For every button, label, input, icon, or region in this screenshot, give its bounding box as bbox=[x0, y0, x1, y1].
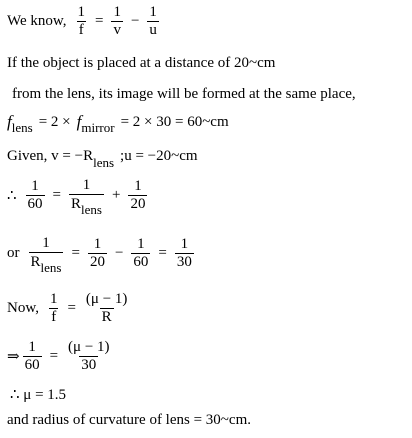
intro-text: We know, bbox=[7, 13, 67, 29]
fraction-1-over-v: $\frac{1}{v}$ bbox=[113, 4, 121, 38]
equation-given-values: Given, v = −R lens ;u = −20~cm bbox=[7, 148, 198, 170]
equation-implies: ⇒ $\frac{1}{60}$ = $\frac{(\mu - 1)}{30}$ bbox=[7, 339, 110, 373]
equation-focal-length: f lens = 2 × f mirror = 2 × 30 = 60~cm bbox=[7, 112, 229, 135]
equation-lens-formula: We know, $\frac{1}{f}$ = $\frac{1}{v}$ − $\frac{1}{u}$ bbox=[7, 4, 157, 38]
text-line-object-distance: If the object is placed at a distance of 20~cm bbox=[7, 55, 276, 71]
equation-substitution: ∴ $\frac{1}{60}$ = $\frac{1}{\text{Rlens}}$ + $\frac{1}{20}$ bbox=[7, 177, 146, 217]
result-mu: ∴ μ = 1.5 bbox=[10, 387, 67, 403]
equation-solve-radius: or $\frac{1}{\text{Rlens}}$ = $\frac{1}{20}$ − $\frac{1}{60}$ = $\frac{1}{30}$ bbox=[7, 235, 192, 275]
fraction-1-over-f: $\frac{1}{f}$ bbox=[77, 4, 85, 38]
text-line-image-formed: from the lens, its image will be formed at the same place, bbox=[12, 86, 356, 102]
fraction-1-over-u: $\frac{1}{u}$ bbox=[149, 4, 157, 38]
conclusion-radius: and radius of curvature of lens = 30~cm. bbox=[7, 412, 251, 428]
equation-lensmaker: Now, $\frac{1}{f}$ = $\frac{(\mu - 1)}{R}$ bbox=[7, 291, 128, 325]
